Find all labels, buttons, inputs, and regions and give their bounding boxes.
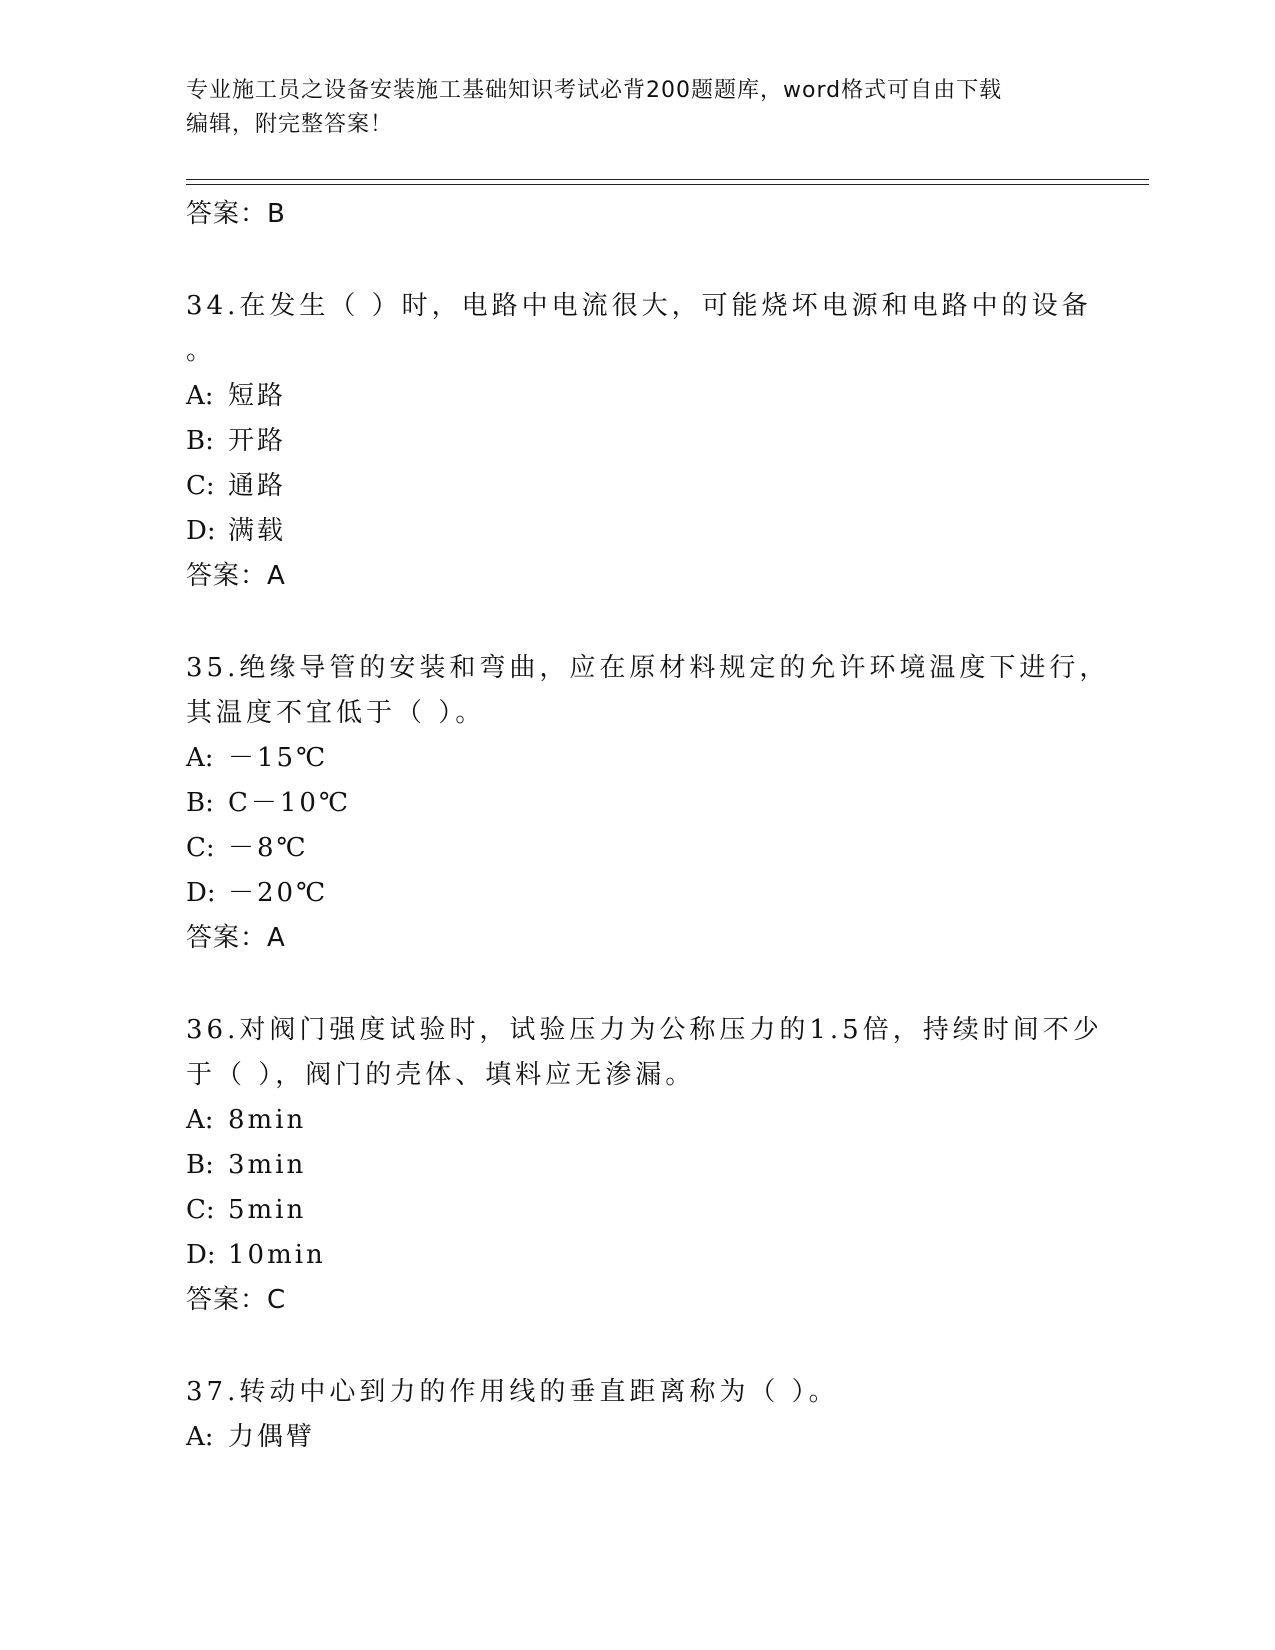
option-label: D:: [186, 516, 216, 546]
option-text: C－10℃: [228, 788, 352, 818]
question-text-line: 。: [186, 336, 217, 366]
spacer: [186, 1323, 1086, 1370]
option-d: [186, 509, 1086, 554]
option-text: 通路: [228, 471, 287, 501]
question-text-line: 36.对阀门强度试验时，试验压力为公称压力的1.5倍，持续时间不少: [186, 1015, 1103, 1045]
option-text: 满载: [228, 516, 287, 546]
answer-35: 答案：A: [186, 923, 286, 953]
question-36: [186, 1008, 1103, 1098]
option-label: B:: [186, 426, 214, 456]
question-35: [186, 646, 1110, 736]
option-label: C:: [186, 1195, 215, 1225]
option-label: D:: [186, 878, 216, 908]
option-text: 5min: [228, 1195, 307, 1225]
option-b: [186, 419, 1086, 464]
option-text: 力偶臂: [228, 1422, 316, 1452]
option-label: A:: [186, 381, 214, 411]
question-text-line: 其温度不宜低于（ ）。: [186, 698, 486, 728]
option-text: －8℃: [228, 833, 309, 863]
header-line-2: 编辑，附完整答案！: [186, 112, 394, 137]
option-text: 8min: [228, 1105, 307, 1135]
question-text-line: 于（ ），阀门的壳体、填料应无渗漏。: [186, 1060, 696, 1090]
option-label: B:: [186, 1150, 214, 1180]
spacer: [186, 237, 1086, 284]
option-text: －15℃: [228, 743, 329, 773]
question-text-line: 35.绝缘导管的安装和弯曲，应在原材料规定的允许环境温度下进行，: [186, 653, 1110, 683]
question-34: [186, 284, 1092, 374]
option-text: 开路: [228, 426, 287, 456]
option-label: A:: [186, 1105, 214, 1135]
option-text: 3min: [228, 1150, 307, 1180]
option-a: [186, 736, 1086, 781]
option-c: [186, 826, 1086, 871]
option-text: 短路: [228, 381, 287, 411]
option-label: C:: [186, 833, 215, 863]
header-line-1: 专业施工员之设备安装施工基础知识考试必背200题题库，word格式可自由下载: [186, 78, 1003, 103]
option-d: [186, 871, 1086, 916]
option-a: [186, 1098, 1086, 1143]
previous-answer: 答案：B: [186, 199, 286, 229]
question-text-line: 34.在发生（ ）时，电路中电流很大，可能烧坏电源和电路中的设备: [186, 291, 1092, 321]
option-text: －20℃: [228, 878, 329, 908]
header-divider-top: [186, 179, 1149, 180]
option-b: [186, 1143, 1086, 1188]
option-label: A:: [186, 1422, 214, 1452]
header-divider-bottom: [186, 184, 1149, 185]
option-label: C:: [186, 471, 215, 501]
option-c: [186, 464, 1086, 509]
option-label: B:: [186, 788, 214, 818]
spacer: [186, 961, 1086, 1008]
option-label: D:: [186, 1240, 216, 1270]
option-b: [186, 781, 1086, 826]
question-37: [186, 1370, 1086, 1415]
question-list: [186, 192, 1110, 1460]
question-text-line: 37.转动中心到力的作用线的垂直距离称为（ ）。: [186, 1377, 839, 1407]
document-header: [186, 74, 1086, 142]
option-label: A:: [186, 743, 214, 773]
option-text: 10min: [228, 1240, 326, 1270]
option-a: [186, 374, 1086, 419]
option-a: [186, 1415, 1086, 1460]
answer-36: 答案：C: [186, 1285, 287, 1315]
option-c: [186, 1188, 1086, 1233]
option-d: [186, 1233, 1086, 1278]
answer-34: 答案：A: [186, 561, 286, 591]
spacer: [186, 599, 1086, 646]
